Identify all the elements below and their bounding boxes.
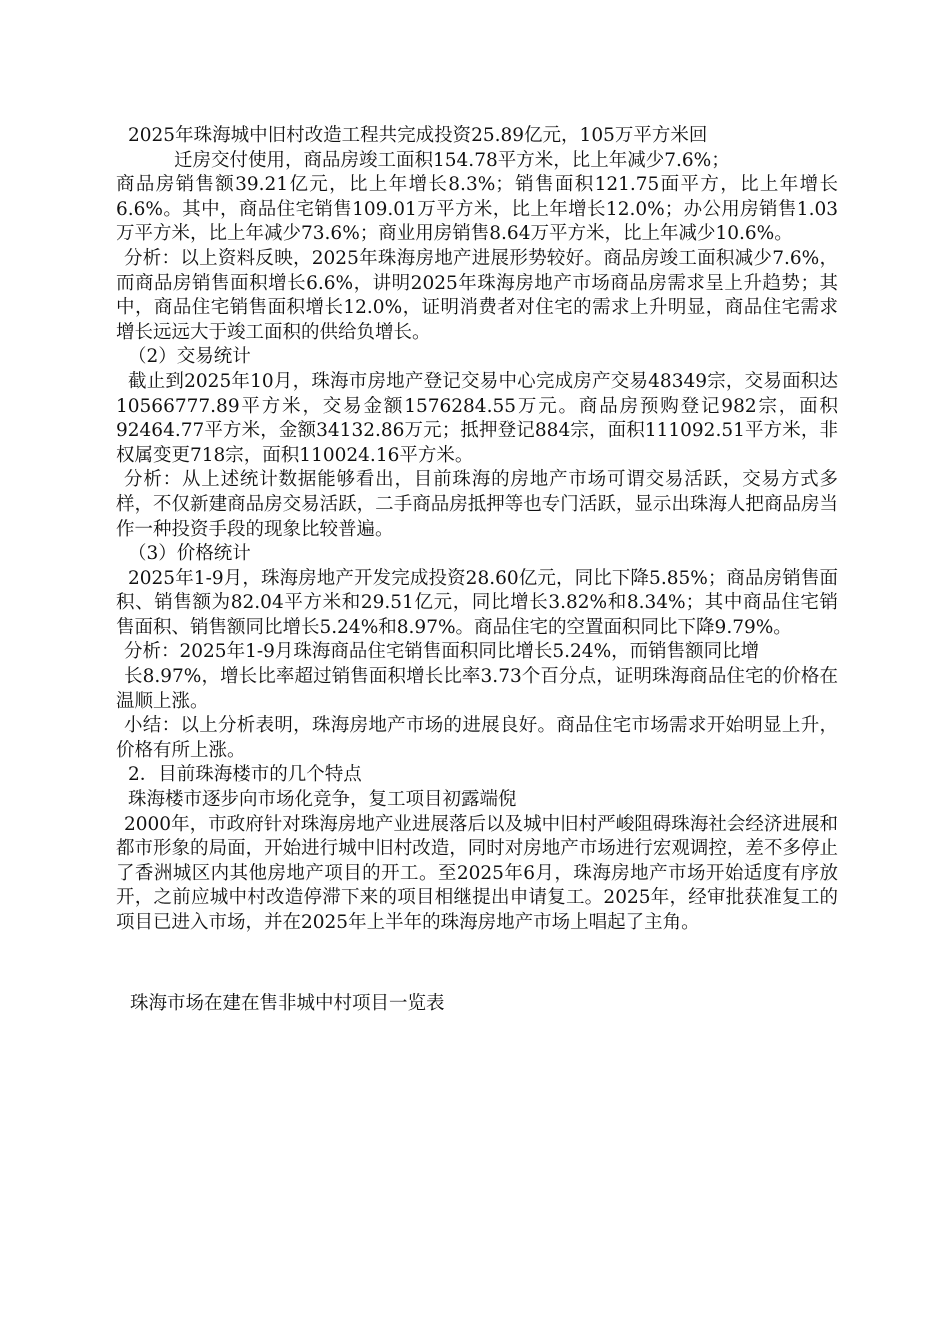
paragraph-analysis-3a: 分析：2025年1-9月珠海商品住宅销售面积同比增长5.24%，而销售额同比增: [124, 641, 760, 663]
document-body: [116, 124, 838, 1016]
table-title: 珠海市场在建在售非城中村项目一览表: [130, 992, 445, 1014]
heading-trade-statistics: （2）交易统计: [128, 346, 251, 368]
paragraph-analysis-1: 分析：以上资料反映，2025年珠海房地产进展形势较好。商品房竣工面积减少7.6%，而商品房销售面积增长6.6%，讲明2025年珠海房地产市场商品房需求呈上升趋势；其中，商品住宅销售面积增长12.0%，证明消费者对住宅的需求上升明显，商品住宅需求增长远远大于竣工面积的供给负增长。: [116, 247, 838, 343]
paragraph-trade: 截止到2025年10月，珠海市房地产登记交易中心完成房产交易48349宗，交易面积达10566777.89平方米，交易金额1576284.55万元。商品房预购登记982宗，面积92464.77平方米，金额34132.86万元；抵押登记884宗，面积111092.51平方米，非权属变更718宗，面积110024.16平方米。: [116, 370, 838, 466]
paragraph-renovation-line1: 2025年珠海城中旧村改造工程共完成投资25.89亿元，105万平方米回: [128, 125, 708, 146]
paragraph-renovation-sales: 商品房销售额39.21亿元，比上年增长8.3%；销售面积121.75面平方，比上年增长6.6%。其中，商品住宅销售109.01万平方米，比上年增长12.0%；办公用房销售1.03万平方米，比上年减少73.6%；商业用房销售8.64万平方米，比上年减少10.6%。: [116, 174, 838, 245]
subheading-market-competition: 珠海楼市逐步向市场化竞争，复工项目初露端倪: [128, 789, 517, 811]
spacer: [116, 936, 838, 992]
heading-price-statistics: （3）价格统计: [128, 543, 251, 565]
paragraph-renovation-line2: 迁房交付使用，商品房竣工面积154.78平方米，比上年减少7.6%；: [174, 149, 730, 171]
paragraph-market-history: 2000年，市政府针对珠海房地产业进展落后以及城中旧村严峻阻碍珠海社会经济进展和都市形象的局面，开始进行城中旧村改造，同时对房地产市场进行宏观调控，差不多停止了香洲城区内其他房地产项目的开工。至2025年6月，珠海房地产市场开始适度有序放开，之前应城中村改造停滞下来的项目相继提出申请复工。2025年，经审批获准复工的项目已进入市场，并在2025年上半年的珠海房地产市场上唱起了主角。: [116, 813, 838, 933]
paragraph-summary: 小结：以上分析表明，珠海房地产市场的进展良好。商品住宅市场需求开始明显上升，价格有所上涨。: [116, 715, 838, 761]
heading-market-features: 2．目前珠海楼市的几个特点: [128, 764, 362, 786]
paragraph-price: 2025年1-9月，珠海房地产开发完成投资28.60亿元，同比下降5.85%；商品房销售面积、销售额为82.04平方米和29.51亿元，同比增长3.82%和8.34%；其中商品住宅销售面积、销售额同比增长5.24%和8.97%。商品住宅的空置面积同比下降9.79%。: [116, 567, 838, 638]
paragraph-analysis-3b: 长8.97%，增长比率超过销售面积增长比率3.73个百分点，证明珠海商品住宅的价格在温顺上涨。: [116, 666, 838, 712]
paragraph-analysis-2: 分析：从上述统计数据能够看出，目前珠海的房地产市场可谓交易活跃，交易方式多样，不仅新建商品房交易活跃，二手商品房抵押等也专门活跃，显示出珠海人把商品房当作一种投资手段的现象比较普遍。: [116, 469, 838, 540]
